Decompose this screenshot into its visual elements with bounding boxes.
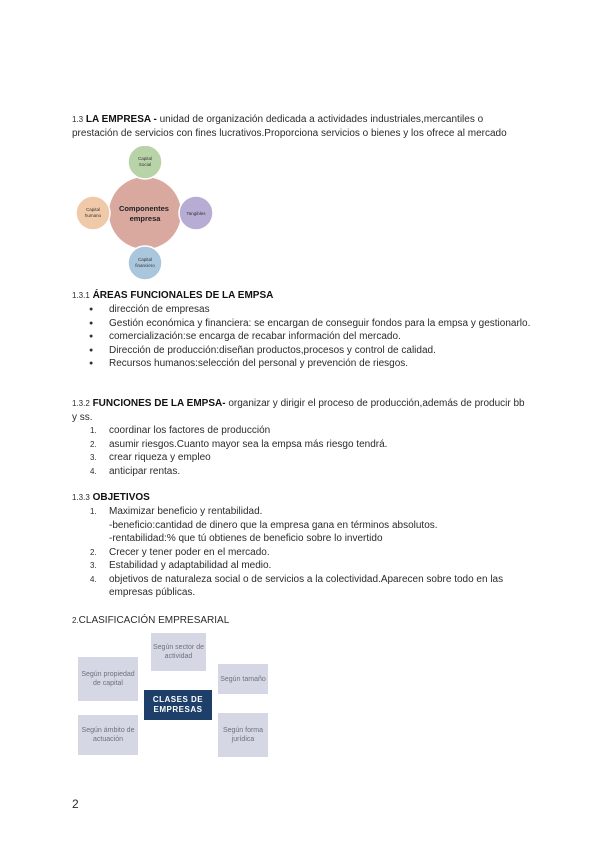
sub-item: -beneficio:cantidad de dinero que la empresa gana en términos absolutos. xyxy=(109,519,438,531)
section-number: 1.3.2 xyxy=(72,399,90,408)
page-number: 2 xyxy=(72,797,79,811)
list-item: ● comercialización:se encarga de recabar información del mercado. xyxy=(72,330,532,344)
list-item: 3. Estabilidad y adaptabilidad al medio. xyxy=(90,560,272,571)
section-title: CLASIFICACIÓN EMPRESARIAL xyxy=(78,615,230,626)
section-number: 1.3.1 xyxy=(72,291,90,300)
sub-item: -rentabilidad:% que tú obtienes de beneficio sobre lo invertido xyxy=(109,533,383,544)
list-item: ● dirección de empresas xyxy=(72,303,532,317)
section-number: 2. xyxy=(72,616,79,625)
svg-text:Tangibles: Tangibles xyxy=(186,211,206,216)
section-title: ÁREAS FUNCIONALES DE LA EMPSA xyxy=(92,290,274,301)
section-1-3-3-heading xyxy=(72,491,532,505)
list-item: 2. Crecer y tener poder en el mercado. xyxy=(90,546,270,558)
section-1-3-1-heading xyxy=(72,289,532,303)
section-number: 1.3.3 xyxy=(72,493,90,502)
center-label-line2: empresa xyxy=(129,214,161,223)
list-item: ● Gestión económica y financiera: se encargan de conseguir fondos para la empsa y gestionarlo. xyxy=(72,317,532,331)
section-title: OBJETIVOS xyxy=(92,492,150,503)
svg-text:Capitalfinanciero: Capital financiero xyxy=(135,257,155,268)
center-label-line1: Componentes xyxy=(118,204,169,213)
list-item: 3. crear riqueza y empleo xyxy=(90,452,211,463)
list-item: 1. coordinar los factores de producción xyxy=(90,425,271,436)
class-box-size: Según tamaño xyxy=(218,664,268,694)
objectives-list xyxy=(72,505,532,600)
functional-areas-list xyxy=(72,303,532,371)
center-circle xyxy=(109,177,181,249)
list-item: ● Recursos humanos:selección del personal y prevención de riesgos. xyxy=(72,357,532,371)
list-item: 4. anticipar rentas. xyxy=(90,465,181,477)
class-box-ownership: Según propiedad de capital xyxy=(78,657,138,701)
class-box-scope: Según ámbito de actuación xyxy=(78,715,138,755)
section-1-3-2-paragraph xyxy=(72,397,532,424)
class-box-legal-form: Según forma jurídica xyxy=(218,713,268,757)
section-title: LA EMPRESA - xyxy=(85,114,157,125)
section-text: organizar y dirigir el proceso de producción,además de producir bb y ss. xyxy=(72,398,525,423)
section-text: unidad de organización dedicada a actividades industriales,mercantiles o prestación de servicios con fines lucrativos.Proporciona servicios o bienes y los ofrece al mercado xyxy=(72,114,507,139)
list-item: 1. Maximizar beneficio y rentabilidad. -beneficio:cantidad de dinero que la empresa gana en términos absolutos. -rentabilidad:% que tú obtienes de beneficio sobre lo invertido xyxy=(72,505,532,546)
section-title: FUNCIONES DE LA EMPSA- xyxy=(92,398,226,409)
section-1-3-paragraph xyxy=(72,113,532,140)
functions-list xyxy=(72,424,532,478)
section-number: 1.3 xyxy=(72,115,84,124)
svg-text:CapitalSocial: Capital Social xyxy=(137,156,153,167)
svg-text:Capitalhumano: Capital humano xyxy=(84,207,102,218)
class-box-sector: Según sector de actividad xyxy=(151,633,206,671)
section-2-heading xyxy=(72,614,532,628)
list-item: 2. asumir riesgos.Cuanto mayor sea la empsa más riesgo tendrá. xyxy=(90,438,388,450)
list-item: ● Dirección de producción:diseñan productos,procesos y control de calidad. xyxy=(72,344,532,358)
list-item: 4. objetivos de naturaleza social o de servicios a la colectividad.Aparecen sobre todo en las empresas públicas. xyxy=(90,573,504,598)
components-diagram xyxy=(72,146,222,280)
classes-center-box: CLASES DE EMPRESAS xyxy=(144,690,212,720)
